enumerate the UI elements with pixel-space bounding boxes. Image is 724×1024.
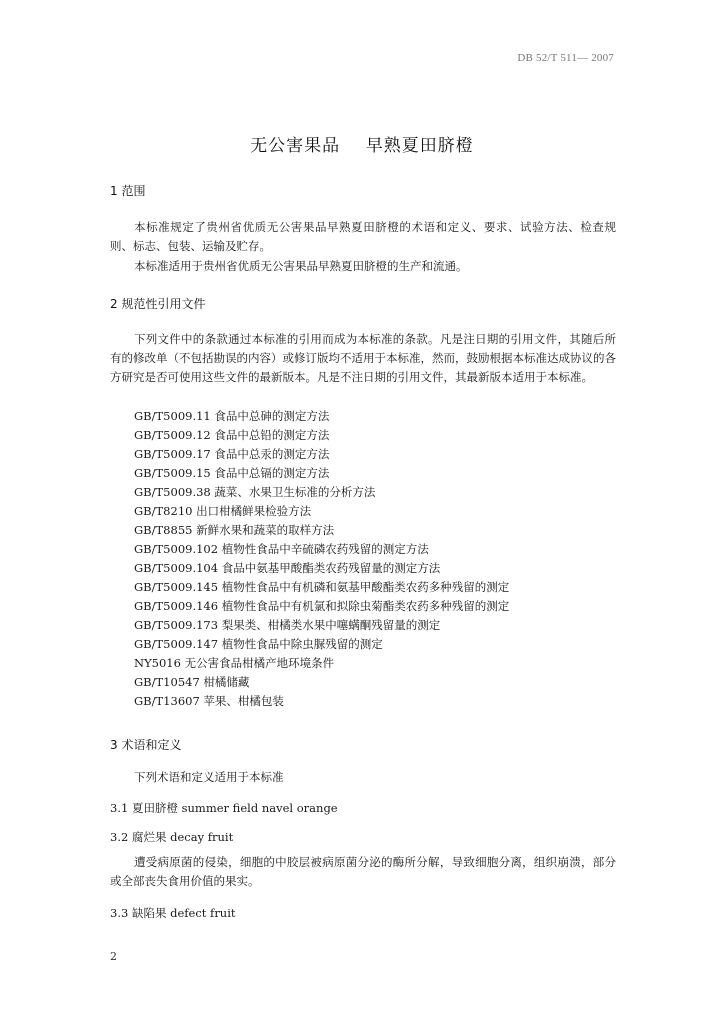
- term-number: 3.3: [110, 906, 129, 920]
- term-number: 3.1: [110, 801, 129, 815]
- page-number: 2: [110, 950, 117, 963]
- section-1-paragraph-2: 本标准适用于贵州省优质无公害果品早熟夏田脐橙的生产和流通。: [134, 259, 468, 273]
- reference-item: GB/T5009.11 食品中总砷的测定方法: [134, 409, 330, 423]
- reference-item: GB/T13607 苹果、柑橘包装: [134, 694, 284, 708]
- reference-item: GB/T5009.15 食品中总镉的测定方法: [134, 466, 330, 480]
- term-3-2: [110, 829, 233, 845]
- reference-item: GB/T5009.173 梨果类、柑橘类水果中噻螨酮残留量的测定: [134, 618, 441, 632]
- standard-code: DB 52/T 511— 2007: [517, 52, 614, 64]
- section-1-paragraph-1: 本标准规定了贵州省优质无公害果品早熟夏田脐橙的术语和定义、要求、试验方法、检查规则、标志、包装、运输及贮存。: [110, 220, 616, 253]
- term-chinese: 腐烂果: [131, 830, 167, 844]
- term-number: 3.2: [110, 830, 129, 844]
- term-3-3: [110, 905, 236, 921]
- term-3-2-definition: 遭受病原菌的侵染，细胞的中胶层被病原菌分泌的酶所分解，导致细胞分离，组织崩溃，部分或全部丧失食用价值的果实。: [110, 855, 616, 888]
- reference-item: GB/T5009.12 食品中总铅的测定方法: [134, 428, 330, 442]
- reference-item: GB/T5009.145 植物性食品中有机磷和氨基甲酸酯类农药多种残留的测定: [134, 580, 510, 594]
- reference-list: [134, 407, 509, 711]
- term-english: decay fruit: [170, 830, 234, 844]
- reference-item: GB/T8210 出口柑橘鲜果检验方法: [134, 504, 312, 518]
- term-chinese: 缺陷果: [131, 906, 167, 920]
- reference-item: GB/T5009.38 蔬菜、水果卫生标准的分析方法: [134, 485, 376, 499]
- term-english: summer field navel orange: [181, 801, 338, 815]
- section-3-intro: 下列术语和定义适用于本标准: [134, 770, 284, 784]
- reference-item: GB/T5009.17 食品中总汞的测定方法: [134, 447, 330, 461]
- section-2-heading: 2 规范性引用文件: [110, 297, 206, 311]
- reference-item: GB/T5009.104 食品中氨基甲酸酯类农药残留量的测定方法: [134, 561, 441, 575]
- section-3-heading: 3 术语和定义: [110, 738, 182, 752]
- reference-item: NY5016 无公害食品柑橘产地环境条件: [134, 656, 335, 670]
- term-english: defect fruit: [170, 906, 236, 920]
- reference-item: GB/T8855 新鲜水果和蔬菜的取样方法: [134, 523, 335, 537]
- reference-item: GB/T10547 柑橘储藏: [134, 675, 250, 689]
- reference-item: GB/T5009.147 植物性食品中除虫脲残留的测定: [134, 637, 383, 651]
- term-chinese: 夏田脐橙: [131, 801, 178, 815]
- document-title: 无公害果品 早熟夏田脐橙: [250, 136, 474, 156]
- section-2-intro: 下列文件中的条款通过本标准的引用而成为本标准的条款。凡是注日期的引用文件，其随后所有的修改单（不包括勘误的内容）或修订版均不适用于本标准，然而，鼓励根据本标准达成协议的各方研究是否可使用这些文件的最新版本。凡是不注日期的引用文件，其最新版本适用于本标准。: [110, 332, 616, 384]
- reference-item: GB/T5009.146 植物性食品中有机氯和拟除虫菊酯类农药多种残留的测定: [134, 599, 510, 613]
- reference-item: GB/T5009.102 植物性食品中辛硫磷农药残留的测定方法: [134, 542, 429, 556]
- term-3-1: [110, 800, 338, 816]
- section-1-heading: 1 范围: [110, 184, 146, 198]
